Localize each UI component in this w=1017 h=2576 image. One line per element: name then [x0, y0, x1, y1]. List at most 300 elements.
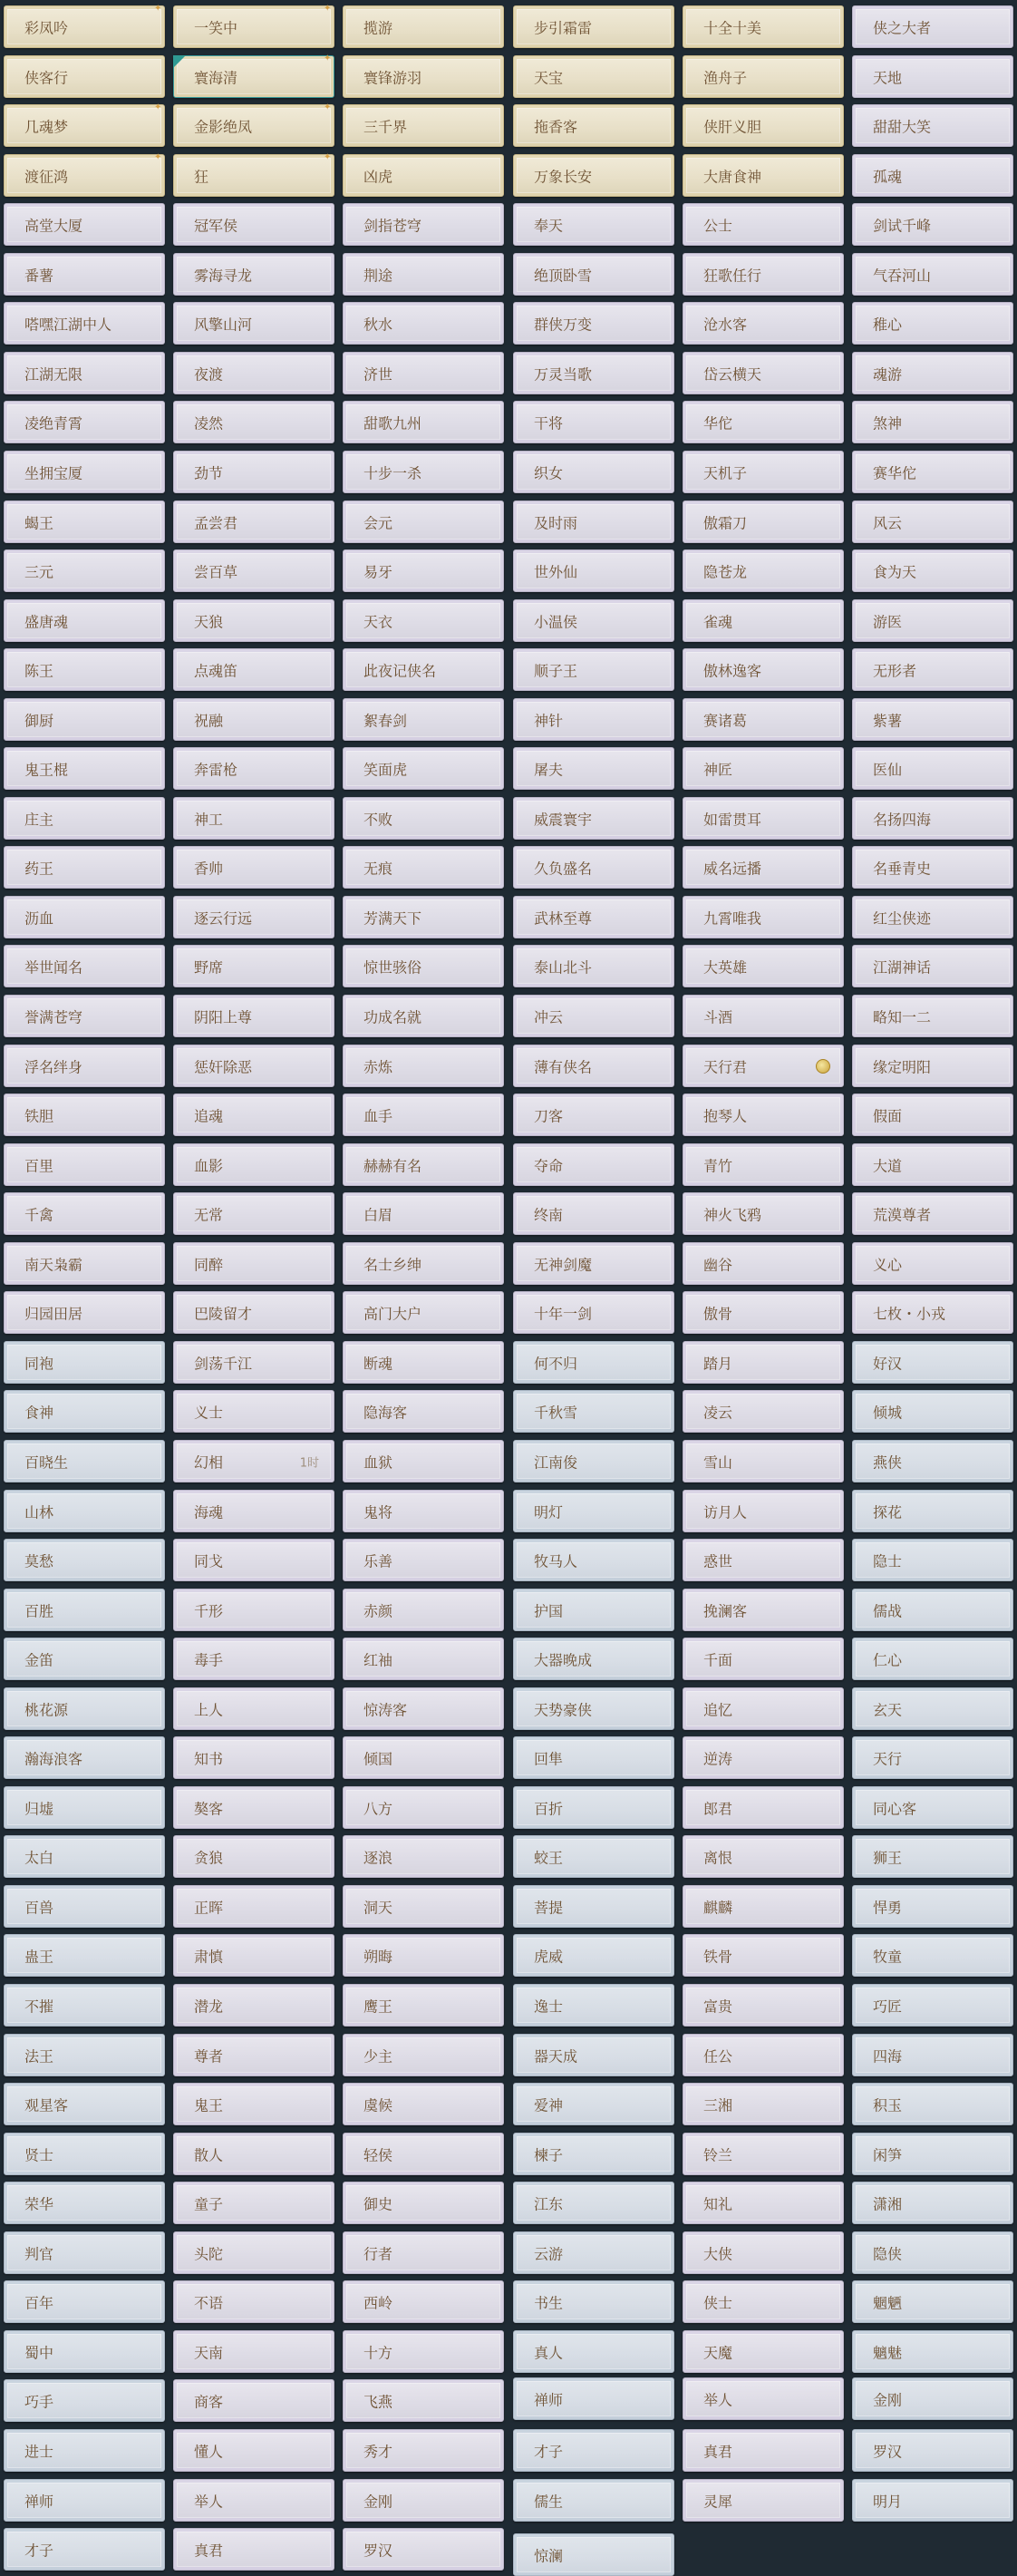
title-tile[interactable] [343, 2379, 504, 2422]
title-tile[interactable] [852, 1045, 1013, 1087]
title-tile[interactable] [343, 104, 504, 147]
title-tile[interactable] [513, 55, 674, 98]
title-tile[interactable] [513, 1341, 674, 1384]
title-tile[interactable] [4, 2330, 165, 2373]
title-tile[interactable] [4, 846, 165, 889]
title-tile[interactable] [513, 1934, 674, 1977]
title-tile[interactable] [173, 203, 334, 246]
title-tile[interactable] [683, 2133, 844, 2175]
title-tile[interactable] [852, 253, 1013, 296]
title-tile[interactable] [343, 302, 504, 345]
title-tile[interactable] [683, 55, 844, 98]
title-tile[interactable] [173, 2231, 334, 2274]
title-tile[interactable] [4, 648, 165, 691]
title-tile[interactable] [173, 2429, 334, 2472]
title-tile[interactable] [683, 1192, 844, 1235]
title-tile[interactable] [343, 599, 504, 642]
title-tile[interactable] [173, 302, 334, 345]
title-tile[interactable] [683, 945, 844, 987]
title-tile[interactable] [4, 55, 165, 98]
title-tile[interactable] [852, 2182, 1013, 2224]
title-tile[interactable] [173, 1490, 334, 1532]
title-tile[interactable] [683, 1045, 844, 1087]
title-tile[interactable] [173, 2479, 334, 2522]
title-tile[interactable] [683, 1885, 844, 1928]
title-tile[interactable] [513, 2083, 674, 2125]
title-tile[interactable] [852, 1736, 1013, 1779]
title-tile[interactable] [4, 451, 165, 493]
title-tile[interactable] [852, 1984, 1013, 2027]
title-tile[interactable] [4, 2133, 165, 2175]
title-tile[interactable] [343, 2280, 504, 2323]
title-tile[interactable] [683, 2231, 844, 2274]
title-tile[interactable] [683, 648, 844, 691]
title-tile[interactable] [173, 2330, 334, 2373]
title-tile[interactable] [683, 2429, 844, 2472]
title-tile[interactable] [173, 599, 334, 642]
title-tile[interactable] [343, 1539, 504, 1581]
title-tile[interactable] [683, 1984, 844, 2027]
title-tile[interactable] [513, 2377, 674, 2420]
title-tile[interactable] [852, 1341, 1013, 1384]
title-tile[interactable] [4, 945, 165, 987]
title-tile[interactable] [4, 203, 165, 246]
title-tile[interactable] [173, 1143, 334, 1186]
title-tile[interactable] [852, 352, 1013, 394]
title-tile[interactable] [513, 747, 674, 790]
title-tile[interactable] [173, 2182, 334, 2224]
title-tile[interactable] [852, 203, 1013, 246]
title-tile[interactable] [683, 2034, 844, 2076]
title-tile[interactable] [852, 2479, 1013, 2522]
title-tile[interactable] [343, 253, 504, 296]
title-tile[interactable] [4, 401, 165, 443]
title-tile[interactable] [343, 1390, 504, 1433]
title-tile[interactable] [173, 1736, 334, 1779]
title-tile[interactable] [683, 797, 844, 840]
title-tile[interactable] [683, 2083, 844, 2125]
title-tile[interactable] [343, 55, 504, 98]
title-tile[interactable] [4, 2280, 165, 2323]
title-tile[interactable] [513, 2479, 674, 2522]
title-tile[interactable] [513, 1094, 674, 1136]
title-tile[interactable] [513, 154, 674, 197]
title-tile[interactable] [513, 401, 674, 443]
title-tile[interactable] [343, 2034, 504, 2076]
title-tile[interactable] [683, 1390, 844, 1433]
title-tile[interactable] [4, 154, 165, 197]
title-tile[interactable] [173, 1440, 334, 1482]
title-tile[interactable] [343, 1291, 504, 1334]
title-tile[interactable] [4, 549, 165, 592]
title-tile[interactable] [4, 1143, 165, 1186]
title-tile[interactable] [343, 2479, 504, 2522]
title-tile[interactable] [343, 1242, 504, 1285]
title-tile[interactable] [173, 501, 334, 543]
title-tile[interactable] [852, 1192, 1013, 1235]
title-tile[interactable] [852, 747, 1013, 790]
title-tile[interactable] [683, 599, 844, 642]
title-tile[interactable] [343, 1192, 504, 1235]
title-tile[interactable] [343, 846, 504, 889]
title-tile[interactable] [4, 1341, 165, 1384]
title-tile[interactable] [343, 154, 504, 197]
title-tile[interactable] [683, 1341, 844, 1384]
title-tile[interactable] [513, 1440, 674, 1482]
title-tile[interactable] [513, 945, 674, 987]
title-tile[interactable] [683, 1490, 844, 1532]
title-tile[interactable] [343, 1736, 504, 1779]
title-tile[interactable] [343, 1589, 504, 1631]
title-tile[interactable] [852, 302, 1013, 345]
title-tile[interactable] [683, 549, 844, 592]
title-tile[interactable] [852, 2429, 1013, 2472]
title-tile[interactable] [173, 797, 334, 840]
title-tile[interactable] [683, 1934, 844, 1977]
title-tile[interactable] [343, 5, 504, 48]
title-tile[interactable] [4, 1045, 165, 1087]
title-tile[interactable] [513, 1638, 674, 1680]
title-tile[interactable] [683, 2377, 844, 2420]
title-tile[interactable] [683, 5, 844, 48]
title-tile[interactable] [513, 1490, 674, 1532]
title-tile[interactable] [513, 104, 674, 147]
title-tile[interactable] [683, 896, 844, 938]
title-tile[interactable] [4, 2379, 165, 2422]
title-tile[interactable] [173, 1539, 334, 1581]
title-tile[interactable] [173, 104, 334, 147]
title-tile[interactable] [513, 896, 674, 938]
title-tile[interactable] [513, 1143, 674, 1186]
title-tile[interactable] [173, 451, 334, 493]
title-tile[interactable] [513, 2429, 674, 2472]
title-tile[interactable] [343, 1786, 504, 1829]
title-tile[interactable] [173, 2280, 334, 2323]
title-tile[interactable] [343, 1341, 504, 1384]
title-tile[interactable] [343, 747, 504, 790]
title-tile[interactable] [173, 1291, 334, 1334]
title-tile[interactable] [683, 1291, 844, 1334]
title-tile[interactable] [852, 1786, 1013, 1829]
title-tile[interactable] [343, 2528, 504, 2571]
title-tile[interactable] [513, 2182, 674, 2224]
title-tile[interactable] [4, 2479, 165, 2522]
title-tile[interactable] [173, 698, 334, 741]
title-tile[interactable] [683, 1242, 844, 1285]
title-tile[interactable] [4, 1390, 165, 1433]
title-tile[interactable] [852, 5, 1013, 48]
title-tile[interactable] [4, 253, 165, 296]
title-tile[interactable] [683, 401, 844, 443]
title-tile[interactable] [852, 2330, 1013, 2373]
title-tile[interactable] [4, 1192, 165, 1235]
title-tile[interactable] [4, 2429, 165, 2472]
title-tile[interactable] [852, 1242, 1013, 1285]
title-tile[interactable] [4, 1291, 165, 1334]
title-tile[interactable] [683, 1638, 844, 1680]
title-tile[interactable] [852, 1539, 1013, 1581]
title-tile[interactable] [683, 203, 844, 246]
title-tile[interactable] [343, 1934, 504, 1977]
title-tile[interactable] [513, 1835, 674, 1878]
title-tile[interactable] [683, 1539, 844, 1581]
title-tile[interactable] [343, 2429, 504, 2472]
title-tile[interactable] [683, 1687, 844, 1730]
title-tile[interactable] [852, 1589, 1013, 1631]
title-tile[interactable] [173, 1242, 334, 1285]
title-tile[interactable] [683, 501, 844, 543]
title-tile[interactable] [852, 549, 1013, 592]
title-tile[interactable] [173, 1589, 334, 1631]
title-tile[interactable] [4, 2034, 165, 2076]
title-tile[interactable] [852, 1490, 1013, 1532]
title-tile[interactable] [513, 1045, 674, 1087]
title-tile[interactable] [343, 2231, 504, 2274]
title-tile[interactable] [173, 352, 334, 394]
title-tile[interactable] [513, 1390, 674, 1433]
title-tile[interactable] [683, 698, 844, 741]
title-tile[interactable] [852, 154, 1013, 197]
title-tile[interactable] [4, 1242, 165, 1285]
title-tile[interactable] [513, 451, 674, 493]
title-tile[interactable] [513, 1687, 674, 1730]
title-tile[interactable] [513, 302, 674, 345]
title-tile[interactable] [513, 648, 674, 691]
title-tile[interactable] [852, 1835, 1013, 1878]
title-tile[interactable] [852, 1638, 1013, 1680]
title-tile[interactable] [173, 2083, 334, 2125]
title-tile[interactable] [173, 1341, 334, 1384]
title-tile[interactable] [683, 1143, 844, 1186]
title-tile[interactable] [852, 846, 1013, 889]
title-tile[interactable] [513, 797, 674, 840]
title-tile[interactable] [852, 1291, 1013, 1334]
title-tile[interactable] [4, 599, 165, 642]
title-tile[interactable] [343, 2133, 504, 2175]
title-tile[interactable] [852, 55, 1013, 98]
title-tile[interactable] [173, 5, 334, 48]
title-tile[interactable] [683, 1736, 844, 1779]
title-tile[interactable] [683, 1440, 844, 1482]
title-tile[interactable] [173, 2034, 334, 2076]
title-tile[interactable] [173, 2379, 334, 2422]
title-tile[interactable] [343, 896, 504, 938]
title-tile[interactable] [513, 698, 674, 741]
title-tile[interactable] [173, 648, 334, 691]
title-tile[interactable] [343, 401, 504, 443]
title-tile[interactable] [4, 501, 165, 543]
title-tile[interactable] [173, 55, 334, 98]
title-tile[interactable] [852, 945, 1013, 987]
title-tile[interactable] [4, 1094, 165, 1136]
title-tile[interactable] [343, 1045, 504, 1087]
title-tile[interactable] [683, 2479, 844, 2522]
title-tile[interactable] [683, 995, 844, 1037]
title-tile[interactable] [343, 945, 504, 987]
title-tile[interactable] [513, 1539, 674, 1581]
title-tile[interactable] [852, 648, 1013, 691]
title-tile[interactable] [343, 1638, 504, 1680]
title-tile[interactable] [683, 1786, 844, 1829]
title-tile[interactable] [513, 1736, 674, 1779]
title-tile[interactable] [4, 698, 165, 741]
title-tile[interactable] [683, 846, 844, 889]
title-tile[interactable] [4, 1885, 165, 1928]
title-tile[interactable] [852, 698, 1013, 741]
title-tile[interactable] [343, 1984, 504, 2027]
title-tile[interactable] [683, 253, 844, 296]
title-tile[interactable] [513, 1885, 674, 1928]
title-tile[interactable] [513, 352, 674, 394]
title-tile[interactable] [852, 2133, 1013, 2175]
title-tile[interactable] [4, 302, 165, 345]
title-tile[interactable] [852, 896, 1013, 938]
title-tile[interactable] [513, 549, 674, 592]
title-tile[interactable] [683, 2280, 844, 2323]
title-tile[interactable] [513, 2330, 674, 2373]
title-tile[interactable] [343, 1143, 504, 1186]
title-tile[interactable] [4, 2231, 165, 2274]
title-tile[interactable] [4, 747, 165, 790]
title-tile[interactable] [173, 1045, 334, 1087]
title-tile[interactable] [343, 2182, 504, 2224]
title-tile[interactable] [173, 253, 334, 296]
title-tile[interactable] [513, 1786, 674, 1829]
title-tile[interactable] [173, 1934, 334, 1977]
title-tile[interactable] [173, 747, 334, 790]
title-tile[interactable] [852, 2377, 1013, 2420]
title-tile[interactable] [4, 1687, 165, 1730]
title-tile[interactable] [683, 352, 844, 394]
title-tile[interactable] [513, 1984, 674, 2027]
title-tile[interactable] [173, 2133, 334, 2175]
title-tile[interactable] [513, 203, 674, 246]
title-tile[interactable] [513, 2280, 674, 2323]
title-tile[interactable] [343, 1094, 504, 1136]
title-tile[interactable] [343, 451, 504, 493]
title-tile[interactable] [4, 2182, 165, 2224]
title-tile[interactable] [343, 1885, 504, 1928]
title-tile[interactable] [173, 154, 334, 197]
title-tile[interactable] [513, 1589, 674, 1631]
title-tile[interactable] [343, 352, 504, 394]
title-tile[interactable] [343, 501, 504, 543]
title-tile[interactable] [343, 1835, 504, 1878]
title-tile[interactable] [343, 1440, 504, 1482]
title-tile[interactable] [513, 2034, 674, 2076]
title-tile[interactable] [4, 1984, 165, 2027]
title-tile[interactable] [513, 501, 674, 543]
title-tile[interactable] [343, 995, 504, 1037]
title-tile[interactable] [852, 2034, 1013, 2076]
title-tile[interactable] [852, 995, 1013, 1037]
title-tile[interactable] [4, 1638, 165, 1680]
title-tile[interactable] [852, 797, 1013, 840]
title-tile[interactable] [852, 1934, 1013, 1977]
title-tile[interactable] [343, 549, 504, 592]
title-tile[interactable] [683, 1835, 844, 1878]
title-tile[interactable] [4, 104, 165, 147]
title-tile[interactable] [173, 995, 334, 1037]
title-tile[interactable] [513, 2231, 674, 2274]
title-tile[interactable] [173, 1984, 334, 2027]
title-tile[interactable] [852, 501, 1013, 543]
title-tile[interactable] [513, 1242, 674, 1285]
title-tile[interactable] [4, 1589, 165, 1631]
title-tile[interactable] [4, 995, 165, 1037]
title-tile[interactable] [343, 648, 504, 691]
title-tile[interactable] [683, 2330, 844, 2373]
title-tile[interactable] [343, 1490, 504, 1532]
title-tile[interactable] [343, 2083, 504, 2125]
title-tile[interactable] [683, 302, 844, 345]
title-tile[interactable] [173, 846, 334, 889]
title-tile[interactable] [852, 1390, 1013, 1433]
title-tile[interactable] [683, 154, 844, 197]
title-tile[interactable] [513, 2533, 674, 2576]
title-tile[interactable] [173, 2528, 334, 2571]
title-tile[interactable] [343, 797, 504, 840]
title-tile[interactable] [513, 5, 674, 48]
title-tile[interactable] [852, 1687, 1013, 1730]
title-tile[interactable] [173, 1885, 334, 1928]
title-tile[interactable] [683, 1589, 844, 1631]
title-tile[interactable] [852, 2231, 1013, 2274]
title-tile[interactable] [683, 1094, 844, 1136]
title-tile[interactable] [4, 1440, 165, 1482]
title-tile[interactable] [852, 1885, 1013, 1928]
title-tile[interactable] [683, 2182, 844, 2224]
title-tile[interactable] [173, 1786, 334, 1829]
title-tile[interactable] [173, 401, 334, 443]
title-tile[interactable] [4, 352, 165, 394]
title-tile[interactable] [4, 1490, 165, 1532]
title-tile[interactable] [173, 1094, 334, 1136]
title-tile[interactable] [173, 1687, 334, 1730]
title-tile[interactable] [852, 451, 1013, 493]
title-tile[interactable] [4, 2083, 165, 2125]
title-tile[interactable] [513, 253, 674, 296]
title-tile[interactable] [4, 2528, 165, 2571]
title-tile[interactable] [4, 1736, 165, 1779]
title-tile[interactable] [343, 1687, 504, 1730]
title-tile[interactable] [513, 599, 674, 642]
title-tile[interactable] [4, 1539, 165, 1581]
title-tile[interactable] [173, 1192, 334, 1235]
title-tile[interactable] [173, 896, 334, 938]
title-tile[interactable] [683, 747, 844, 790]
title-tile[interactable] [852, 1143, 1013, 1186]
title-tile[interactable] [173, 1835, 334, 1878]
title-tile[interactable] [852, 599, 1013, 642]
title-tile[interactable] [513, 1291, 674, 1334]
title-tile[interactable] [513, 846, 674, 889]
title-tile[interactable] [343, 698, 504, 741]
title-tile[interactable] [852, 1094, 1013, 1136]
title-tile[interactable] [852, 401, 1013, 443]
title-tile[interactable] [852, 2280, 1013, 2323]
title-tile[interactable] [4, 5, 165, 48]
title-tile[interactable] [4, 797, 165, 840]
title-tile[interactable] [4, 1934, 165, 1977]
title-tile[interactable] [683, 104, 844, 147]
title-tile[interactable] [4, 1786, 165, 1829]
title-tile[interactable] [173, 1638, 334, 1680]
title-tile[interactable] [852, 1440, 1013, 1482]
title-tile[interactable] [513, 1192, 674, 1235]
title-tile[interactable] [683, 451, 844, 493]
title-tile[interactable] [343, 203, 504, 246]
